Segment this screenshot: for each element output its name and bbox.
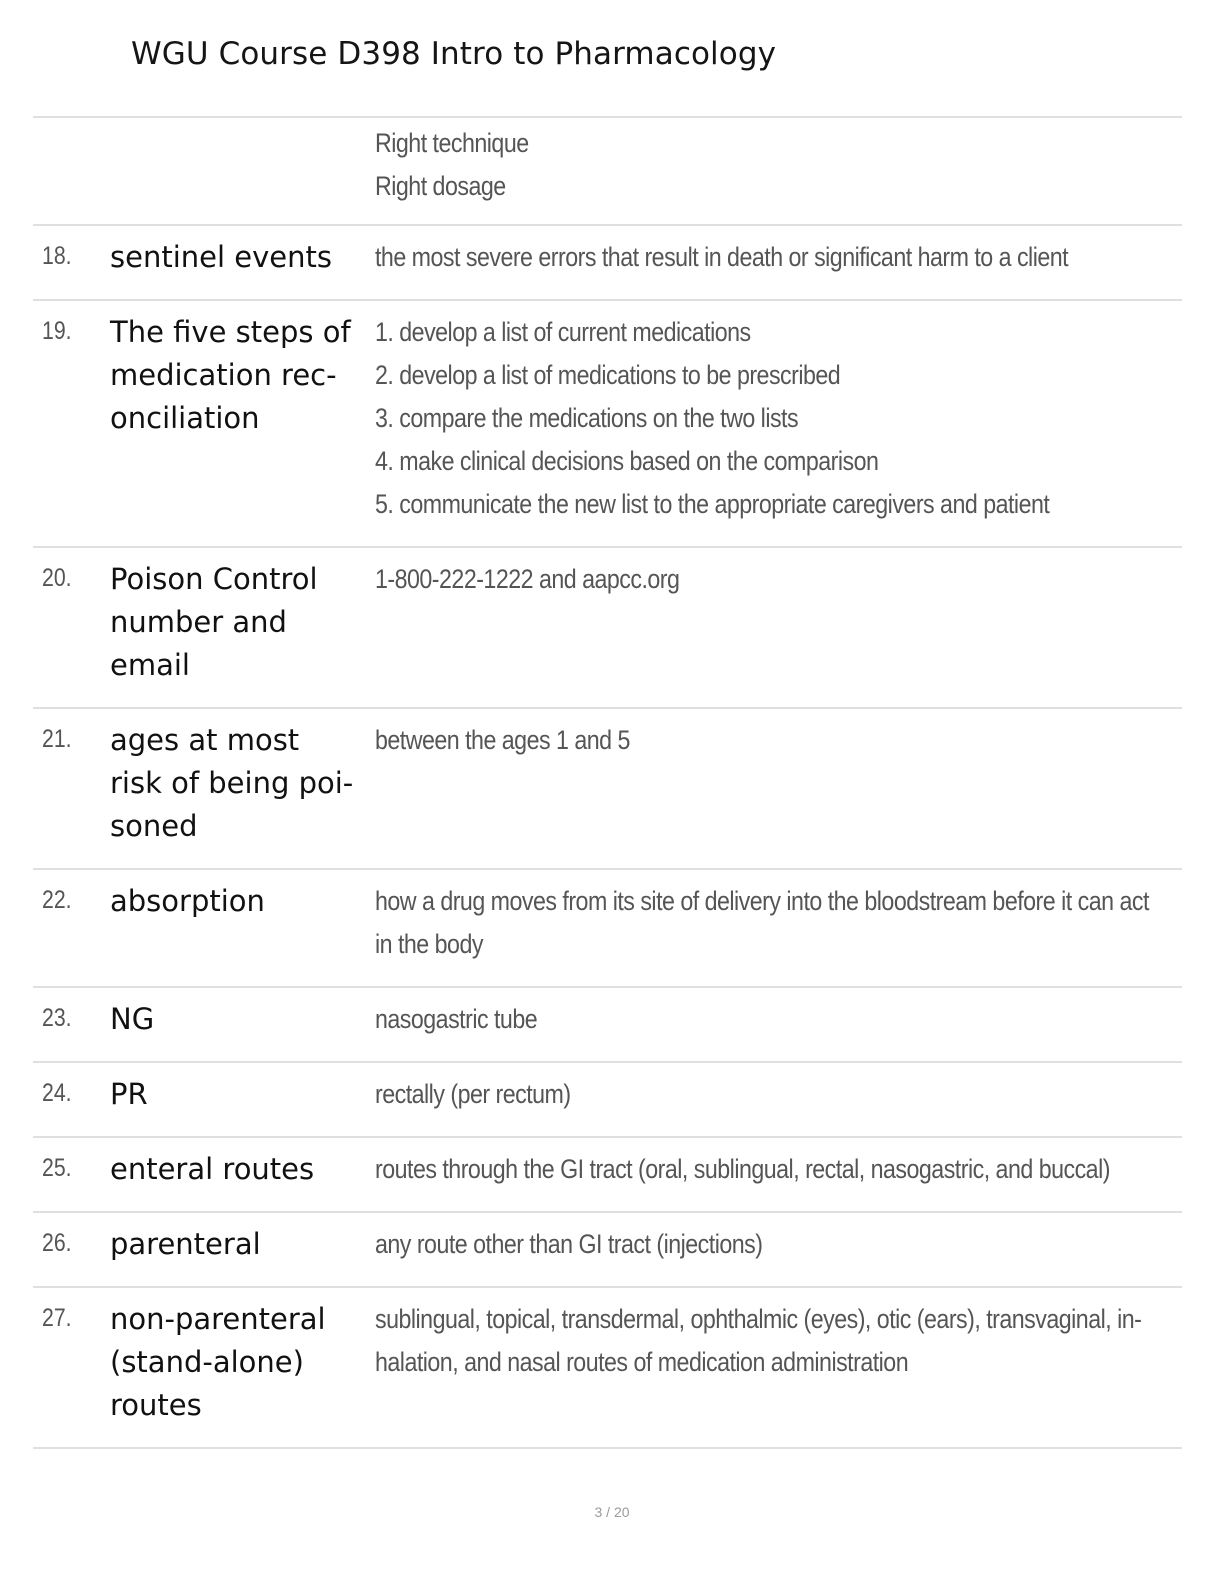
definition (375, 880, 1180, 966)
entry-number: 22. (42, 886, 72, 914)
term-line: ages at most (110, 723, 300, 757)
definition (375, 998, 1180, 1041)
term-line: medication rec- (110, 358, 337, 392)
term (110, 311, 372, 440)
definition-line: in the body (375, 929, 483, 959)
definition (375, 1223, 1180, 1266)
definition-line: rectally (per rectum) (375, 1079, 571, 1109)
entry-number: 27. (42, 1304, 72, 1332)
definition (375, 1298, 1180, 1384)
table-row (33, 868, 1182, 986)
definition-line: nasogastric tube (375, 1004, 538, 1034)
table-row (33, 707, 1182, 868)
term-line: email (110, 648, 190, 682)
table-row (33, 546, 1182, 707)
term-line: (stand-alone) (110, 1345, 304, 1379)
table-row (33, 1136, 1182, 1211)
term: sentinel events (110, 240, 332, 274)
entry-number: 21. (42, 725, 72, 753)
term: enteral routes (110, 1152, 315, 1186)
term (110, 558, 372, 687)
table-row-continuation (33, 116, 1182, 224)
definition-line: Right technique (375, 128, 529, 158)
definition (375, 719, 1180, 762)
definition (375, 311, 1180, 526)
table-row (33, 224, 1182, 299)
definition-line: any route other than GI tract (injections) (375, 1229, 763, 1259)
document-title: WGU Course D398 Intro to Pharmacology (131, 36, 777, 72)
term-line: onciliation (110, 401, 260, 435)
page-number: 3 / 20 (594, 1504, 630, 1520)
entry-number: 24. (42, 1079, 72, 1107)
definition-line: 1. develop a list of current medications (375, 317, 751, 347)
definition-line: how a drug moves from its site of delivery into the bloodstream before it can act (375, 886, 1149, 916)
definition (375, 1073, 1180, 1116)
entry-number: 26. (42, 1229, 72, 1257)
term-line: soned (110, 809, 198, 843)
term-line: The five steps of (110, 315, 351, 349)
definition-line: between the ages 1 and 5 (375, 725, 630, 755)
term-line: number and (110, 605, 287, 639)
table-row (33, 1211, 1182, 1286)
definition-line: halation, and nasal routes of medication administration (375, 1347, 909, 1377)
flashcard-table (33, 116, 1182, 1449)
term-line: risk of being poi- (110, 766, 354, 800)
table-row (33, 1061, 1182, 1136)
table-row (33, 299, 1182, 546)
definition (375, 122, 1180, 208)
term (110, 719, 372, 848)
term (110, 1298, 372, 1427)
definition (375, 558, 1180, 601)
definition-line: routes through the GI tract (oral, sublingual, rectal, nasogastric, and buccal) (375, 1154, 1110, 1184)
definition-line: Right dosage (375, 171, 506, 201)
definition-line: 5. communicate the new list to the appropriate caregivers and patient (375, 489, 1050, 519)
term-line: non-parenteral (110, 1302, 326, 1336)
term-line: routes (110, 1388, 202, 1422)
definition-line: 4. make clinical decisions based on the comparison (375, 446, 879, 476)
table-row (33, 986, 1182, 1061)
entry-number: 23. (42, 1004, 72, 1032)
definition-line: 2. develop a list of medications to be prescribed (375, 360, 841, 390)
entry-number: 19. (42, 317, 72, 345)
term: absorption (110, 884, 265, 918)
term-line: Poison Control (110, 562, 318, 596)
definition-line: 1-800-222-1222 and aapcc.org (375, 564, 680, 594)
term: PR (110, 1077, 148, 1111)
entry-number: 18. (42, 242, 72, 270)
definition-line: sublingual, topical, transdermal, ophthalmic (eyes), otic (ears), transvaginal, in- (375, 1304, 1142, 1334)
definition-line: the most severe errors that result in death or significant harm to a client (375, 242, 1069, 272)
definition (375, 1148, 1180, 1191)
definition-line: 3. compare the medications on the two lists (375, 403, 799, 433)
term: NG (110, 1002, 155, 1036)
table-row (33, 1286, 1182, 1449)
term: parenteral (110, 1227, 261, 1261)
entry-number: 25. (42, 1154, 72, 1182)
definition (375, 236, 1180, 279)
entry-number: 20. (42, 564, 72, 592)
